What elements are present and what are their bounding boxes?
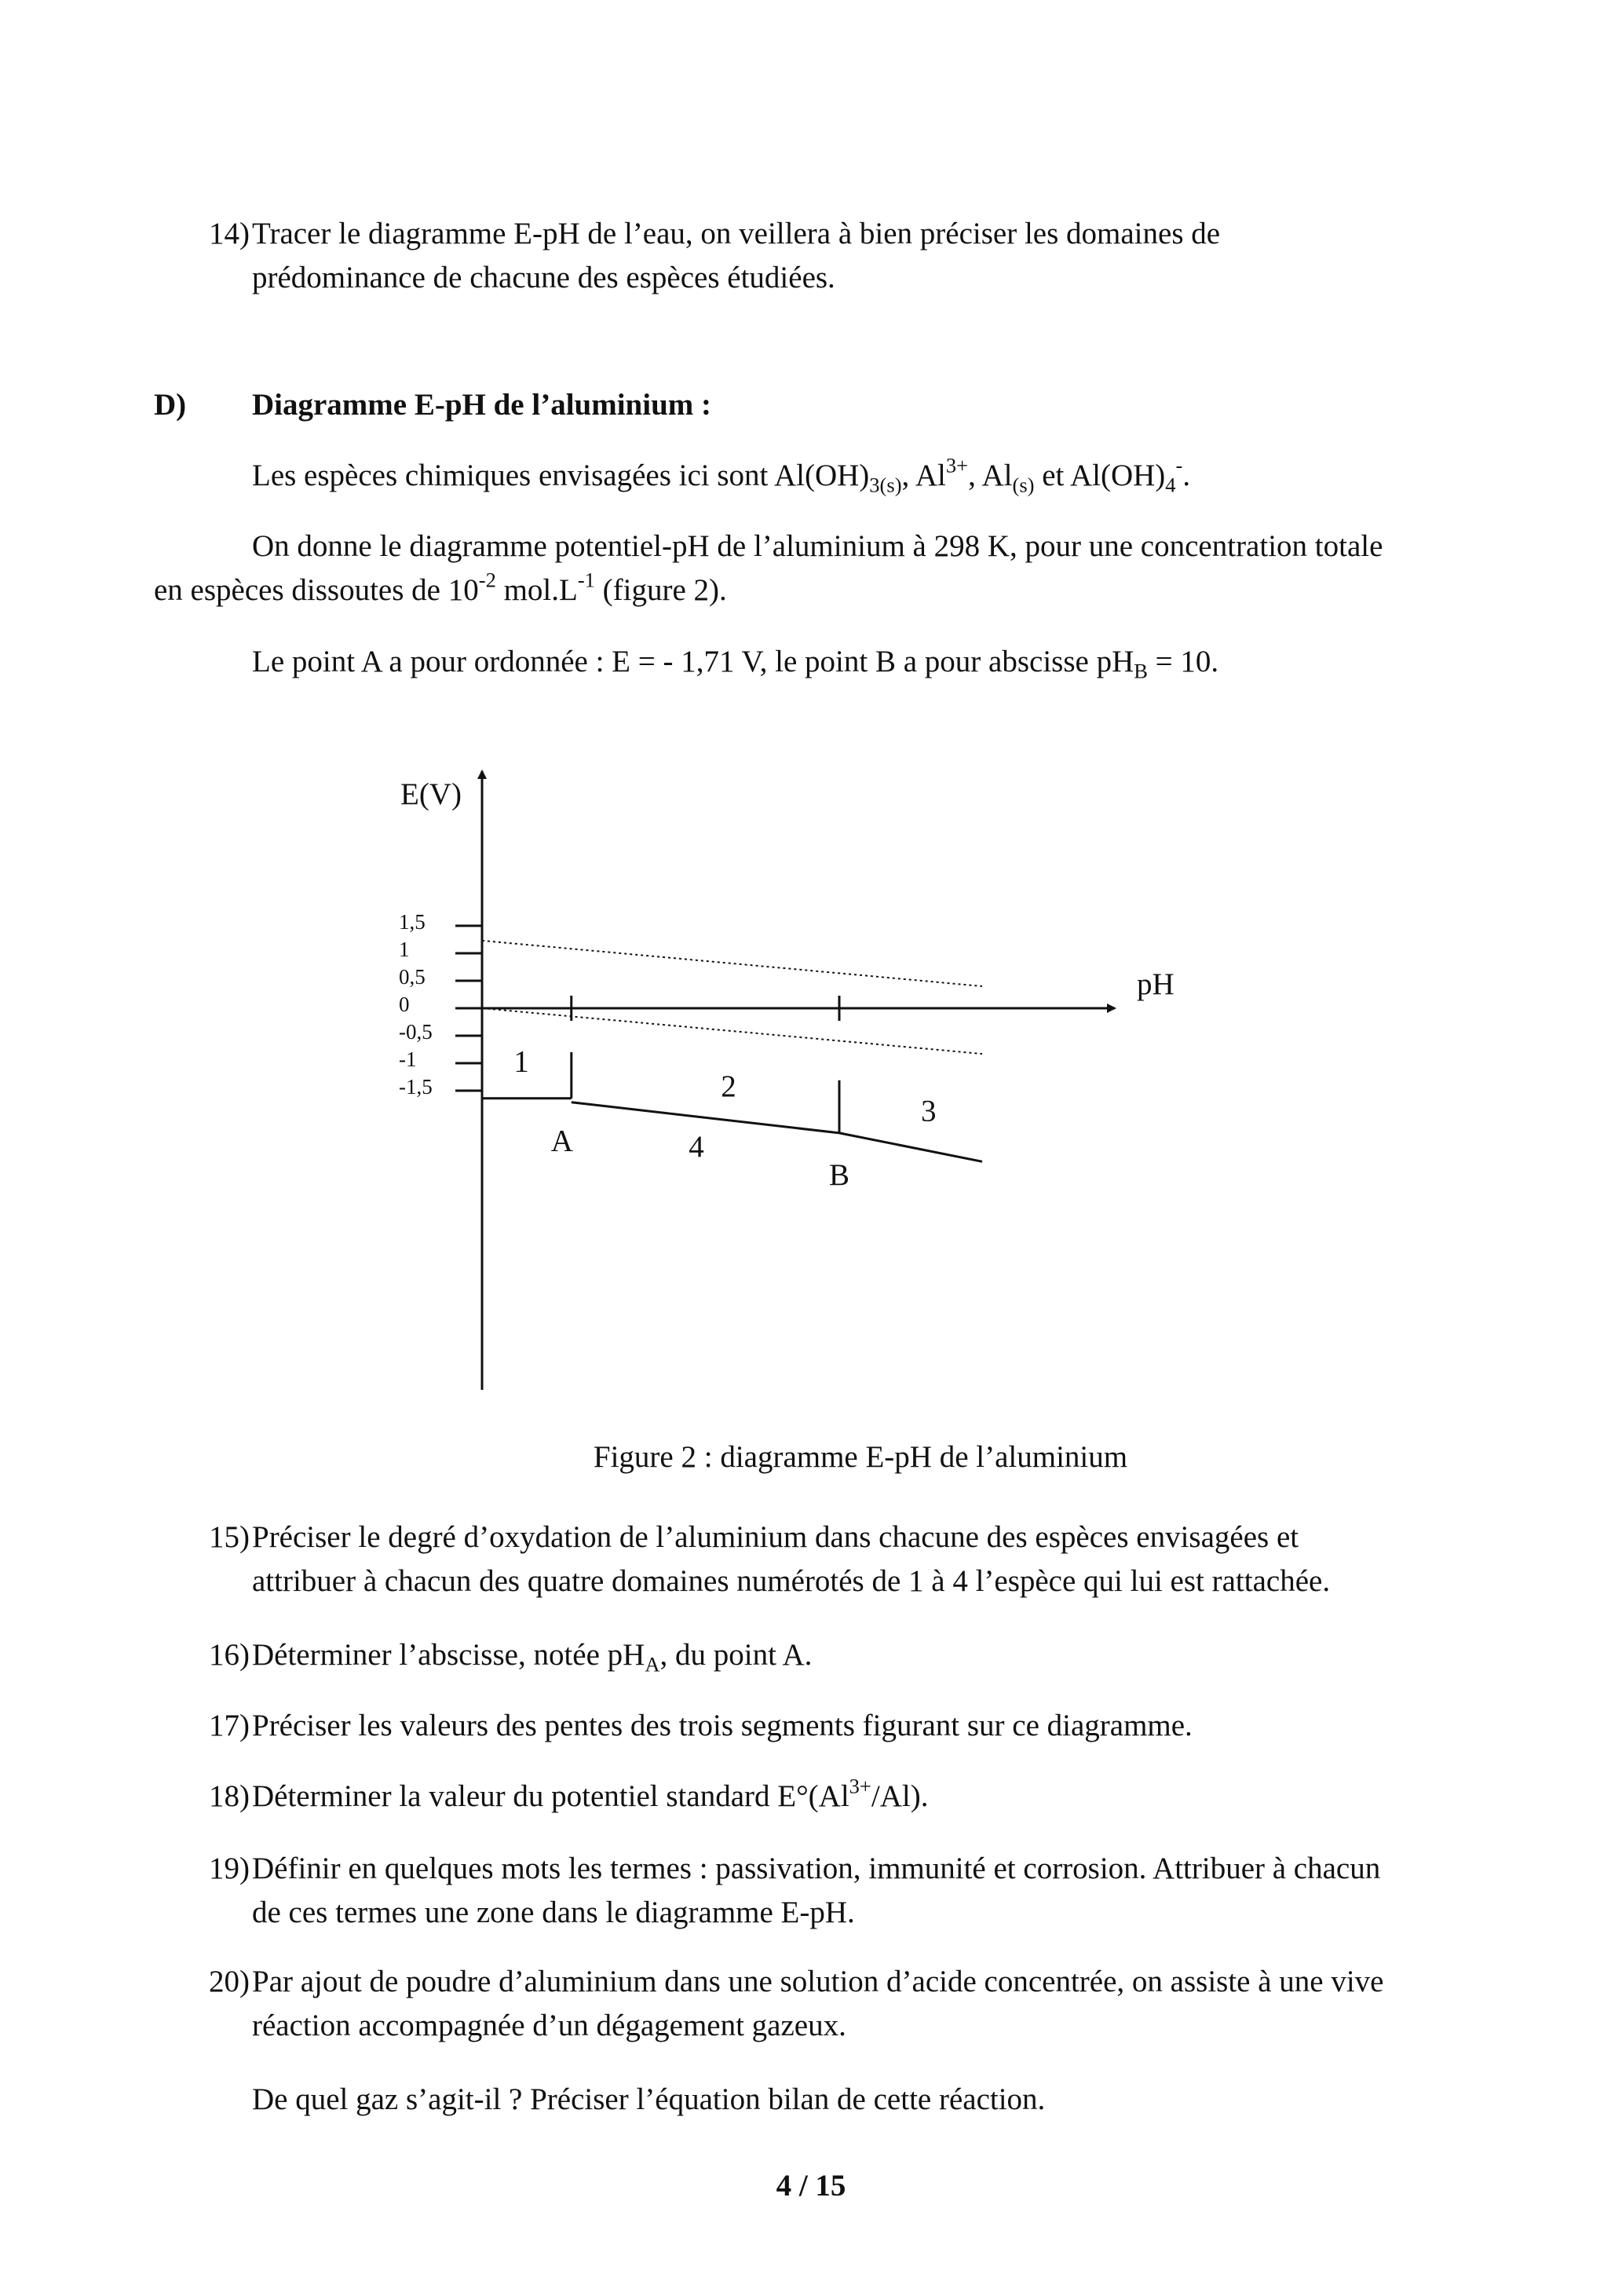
- question-19: [198, 1847, 1478, 1935]
- point-label: A: [550, 1124, 573, 1158]
- question-number: 17): [209, 1709, 250, 1742]
- question-number: 19): [209, 1852, 250, 1885]
- question-18: [198, 1775, 1478, 1819]
- question-number: 15): [209, 1520, 250, 1554]
- y-tick-label: -1,5: [399, 1075, 433, 1099]
- question-line: Par ajout de poudre d’aluminium dans une solution d’acide concentrée, on assiste à une vive: [252, 1965, 1384, 1998]
- question-16: [198, 1633, 1478, 1677]
- frontier-line: [839, 1133, 982, 1161]
- x-axis-label: pH: [1137, 967, 1174, 1001]
- question-text: [252, 1847, 1478, 1935]
- question-text: [252, 1515, 1478, 1603]
- domain-label: 1: [513, 1044, 529, 1079]
- question-text: Déterminer l’abscisse, notée $pH_A$, du point A.: [252, 1638, 813, 1676]
- points-sentence: Le point A a pour ordonnée : E = - 1,71 V, le point B a pour abscisse $pH_B = 10$.: [252, 645, 1219, 683]
- chart-lines: [482, 941, 982, 1161]
- question-20: [198, 1960, 1478, 2048]
- y-axis-label: E(V): [400, 777, 462, 811]
- y-tick-label: -1: [399, 1047, 417, 1071]
- frontier-line: [572, 1102, 839, 1133]
- question-text: [252, 212, 1478, 300]
- y-tick-label: 0,5: [399, 965, 426, 989]
- question-15: [198, 1515, 1478, 1603]
- question-14: [198, 212, 1478, 300]
- y-tick-label: 1,5: [399, 910, 426, 934]
- domain-label: 4: [689, 1130, 704, 1164]
- question-line: de ces termes une zone dans le diagramme E-pH.: [252, 1896, 855, 1929]
- question-line: prédominance de chacune des espèces étudiées.: [252, 261, 835, 294]
- question-17: [198, 1704, 1478, 1748]
- question-text: Déterminer la valeur du potentiel standard $E^\circ(Al^{3+}/Al)$.: [252, 1774, 929, 1813]
- section-letter: D): [154, 388, 187, 422]
- x-marks: [572, 996, 839, 1021]
- water-boundary-line: [482, 941, 982, 986]
- section-title: Diagramme E-pH de l’aluminium :: [252, 388, 711, 422]
- point-label: B: [828, 1157, 850, 1192]
- given-paragraph: [154, 525, 1478, 612]
- question-text: [252, 1960, 1478, 2048]
- question-line: attribuer à chacun des quatre domaines numérotés de 1 à 4 l’espèce qui lui est rattachée.: [252, 1564, 1331, 1598]
- annotations: [513, 1045, 936, 1192]
- paragraph-line: On donne le diagramme potentiel-pH de l’aluminium à 298 K, pour une concentration totale: [252, 529, 1383, 563]
- domain-label: 2: [721, 1069, 736, 1103]
- y-ticks: [399, 910, 482, 1099]
- domain-label: 3: [921, 1094, 937, 1128]
- question-number: 20): [209, 1965, 250, 1998]
- y-tick-label: -0,5: [399, 1020, 433, 1044]
- species-sentence: Les espèces chimiques envisagées ici sont $Al(OH)_{3(s)}$, $Al^{3+}$, $Al_{(s)}$ et $Al(OH)_4^-$.: [252, 453, 1191, 497]
- figure-caption: Figure 2 : diagramme E-pH de l’aluminium: [593, 1440, 1128, 1474]
- question-number: 16): [209, 1638, 250, 1672]
- question-line: réaction accompagnée d’un dégagement gazeux.: [252, 2009, 846, 2042]
- question-text: Préciser les valeurs des pentes des trois segments figurant sur ce diagramme.: [252, 1709, 1193, 1742]
- question-line: Définir en quelques mots les termes : passivation, immunité et corrosion. Attribuer à chacun: [252, 1852, 1381, 1885]
- question-number: 14): [209, 217, 250, 250]
- y-tick-label: 0: [399, 993, 410, 1016]
- water-boundary-line: [482, 1008, 982, 1054]
- question-line: Préciser le degré d’oxydation de l’aluminium dans chacune des espèces envisagées et: [252, 1520, 1299, 1554]
- page-number: 4 / 15: [776, 2169, 846, 2203]
- question-number: 18): [209, 1779, 250, 1813]
- question-line: Tracer le diagramme E-pH de l’eau, on veillera à bien préciser les domaines de: [252, 217, 1221, 250]
- paragraph-line: en espèces dissoutes de $10^{-2}$ $mol.L^{-1}$ (figure 2).: [154, 568, 727, 607]
- y-tick-label: 1: [399, 938, 410, 961]
- question-20-follow-up: De quel gaz s’agit-il ? Préciser l’équation bilan de cette réaction.: [252, 2082, 1046, 2116]
